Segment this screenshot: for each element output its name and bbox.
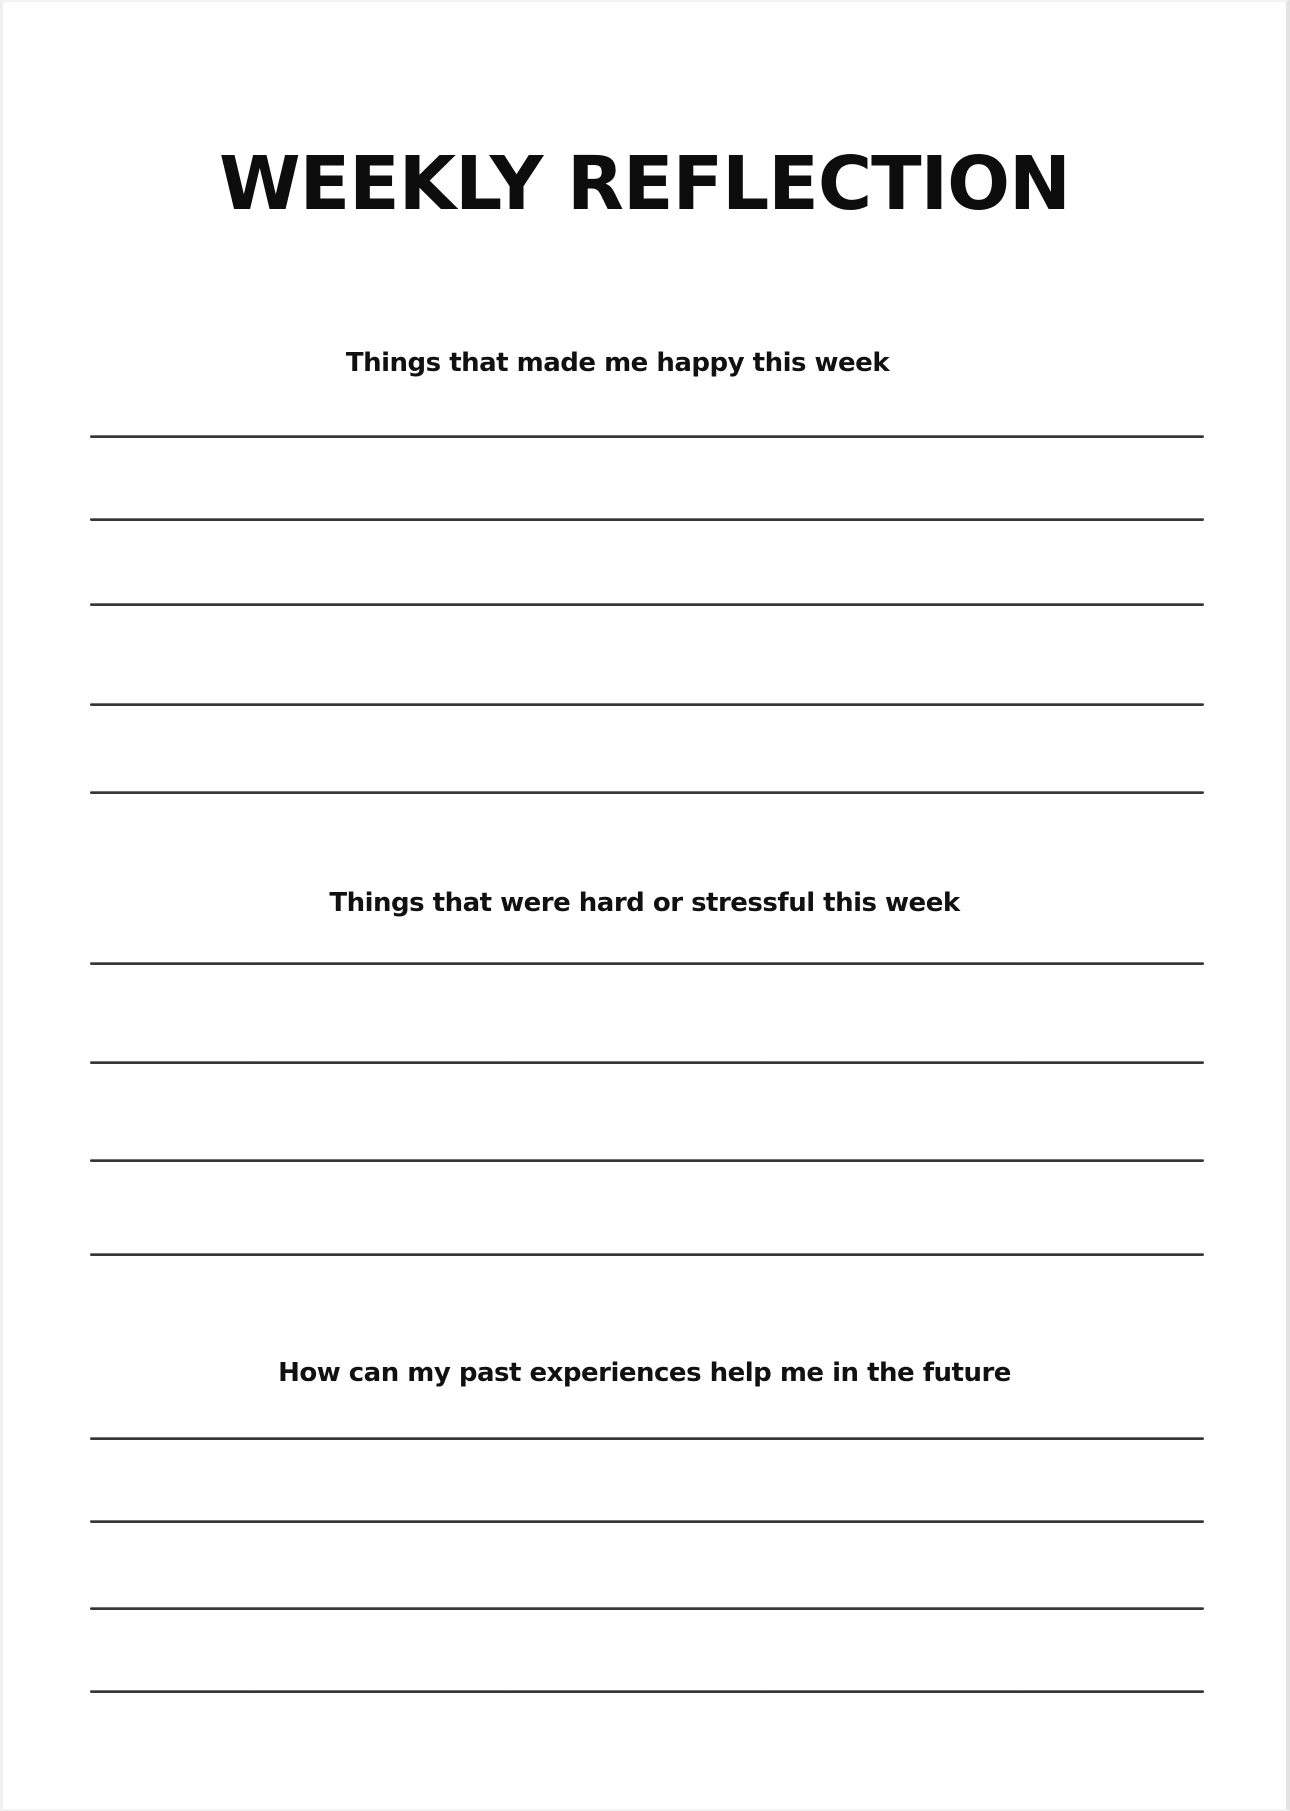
section-heading-happy: Things that made me happy this week — [345, 348, 890, 378]
page-title: WEEKLY REFLECTION — [219, 141, 1070, 227]
writing-line — [90, 703, 1204, 706]
section-heading-future: How can my past experiences help me in the future — [278, 1358, 1011, 1388]
writing-line — [90, 435, 1204, 438]
writing-line — [90, 791, 1204, 794]
section-heading-stressful: Things that were hard or stressful this week — [329, 888, 960, 918]
writing-line — [90, 1437, 1204, 1440]
writing-line — [90, 518, 1204, 521]
writing-line — [90, 1520, 1204, 1523]
writing-line — [90, 1061, 1204, 1064]
writing-line — [90, 1690, 1204, 1693]
writing-line — [90, 1253, 1204, 1256]
writing-line — [90, 1159, 1204, 1162]
writing-line — [90, 962, 1204, 965]
writing-line — [90, 603, 1204, 606]
writing-line — [90, 1607, 1204, 1610]
